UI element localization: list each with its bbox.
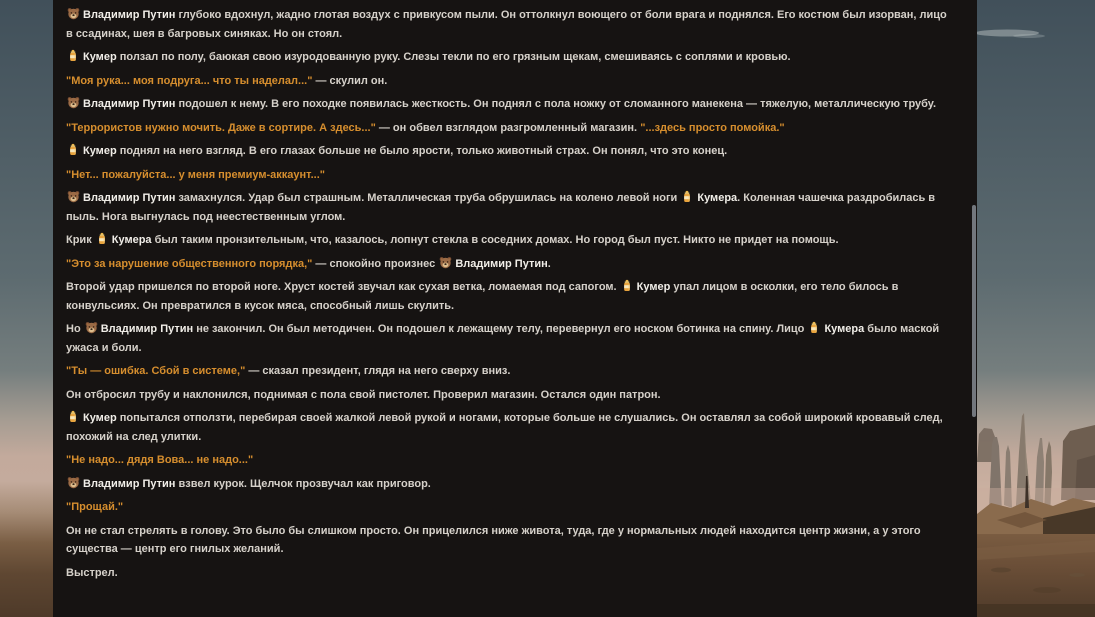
story-paragraph: [66, 119, 947, 138]
quote-text: "Нет... пожалуйста... у меня премиум-аккаунт...": [66, 168, 325, 181]
narration-text: было маской ужаса и боли.: [66, 323, 940, 354]
character-mention: [95, 234, 152, 246]
story-content: [66, 6, 947, 582]
story-paragraph: [66, 564, 947, 583]
story-paragraph: [66, 189, 947, 226]
quote-text: "Моя рука... моя подруга... что ты наделал...": [66, 74, 313, 87]
character-name: Кумер: [83, 51, 117, 63]
bottle-icon: [96, 232, 109, 245]
story-paragraph: [66, 231, 947, 250]
story-paragraph: [66, 498, 947, 517]
narration-text: — спокойно произнес: [312, 257, 439, 270]
character-name: Кумер: [83, 412, 117, 424]
story-paragraph: [66, 451, 947, 470]
character-name: Кумера: [111, 234, 152, 246]
story-paragraph: [66, 278, 947, 315]
story-paragraph: [66, 522, 947, 559]
story-paragraph: [66, 255, 947, 274]
narration-text: — сказал президент, глядя на него сверху вниз.: [245, 365, 511, 377]
bear-icon: [67, 190, 80, 203]
character-mention: [66, 478, 175, 490]
character-name: Владимир Путин: [100, 323, 194, 335]
narration-text: не закончил. Он был методичен. Он подошел к лежащему телу, перевернул его носком ботинка на спину. Лицо: [193, 323, 808, 335]
story-paragraph: [66, 48, 947, 67]
character-mention: [66, 51, 117, 63]
character-name: Владимир Путин: [83, 9, 176, 21]
quote-text: "Террористов нужно мочить. Даже в сортире. А здесь...": [66, 121, 376, 134]
chat-log-panel[interactable]: [53, 0, 977, 617]
story-paragraph: [66, 362, 947, 381]
story-paragraph: [66, 166, 947, 185]
narration-text: упал лицом в осколки, его тело билось в конвульсиях. Он превратился в кусок мяса, способный лишь скулить.: [66, 281, 899, 312]
bear-icon: [85, 321, 98, 334]
character-mention: [680, 192, 737, 204]
bottle-icon: [67, 49, 80, 62]
character-name: Кумера: [697, 192, 738, 204]
character-mention: [66, 9, 175, 21]
bottle-icon: [621, 279, 634, 292]
character-mention: [66, 412, 117, 424]
story-paragraph: [66, 6, 947, 43]
narration-text: подошел к нему. В его походке появилась жесткость. Он поднял с пола ножку от сломанного манекена — тяжелую, металлическую трубу.: [175, 98, 936, 110]
bear-icon: [67, 7, 80, 20]
narration-text: замахнулся. Удар был страшным. Металлическая труба обрушилась на колено левой ноги: [175, 192, 681, 204]
narration-text: Но: [66, 323, 84, 335]
quote-text: "Прощай.": [66, 501, 124, 513]
character-mention: [438, 258, 547, 270]
desert-landscape-illustration: [977, 0, 1095, 617]
story-paragraph: [66, 386, 947, 405]
narration-text: — скулил он.: [312, 74, 388, 87]
character-mention: [66, 98, 175, 110]
narration-text: — он обвел взглядом разгромленный магазин.: [375, 121, 641, 134]
narration-text: был таким пронзительным, что, казалось, лопнут стекла в соседних домах. Но город был пуст. Никто не придет на помощь.: [151, 234, 839, 246]
story-paragraph: [66, 409, 947, 446]
narration-text: .: [547, 257, 551, 270]
quote-text: "Это за нарушение общественного порядка,": [66, 257, 313, 270]
story-paragraph: [66, 320, 947, 357]
story-paragraph: [66, 142, 947, 161]
character-name: Владимир Путин: [83, 477, 176, 490]
story-paragraph: [66, 475, 947, 494]
character-mention: [84, 323, 193, 335]
character-name: Кумер: [83, 145, 117, 157]
quote-text: "Ты — ошибка. Сбой в системе,": [66, 365, 246, 377]
story-paragraph: [66, 72, 947, 91]
character-name: Кумера: [824, 323, 865, 335]
background-left-strip: [0, 0, 53, 617]
character-name: Кумер: [636, 281, 671, 293]
background-right-strip: [977, 0, 1095, 617]
character-name: Владимир Путин: [83, 192, 176, 204]
narration-text: ползал по полу, баюкая свою изуродованную руку. Слезы текли по его грязным щекам, смешиваясь с соплями и кровью.: [116, 51, 791, 63]
character-mention: [620, 281, 671, 293]
bear-icon: [67, 476, 80, 489]
bear-icon: [67, 96, 80, 109]
narration-text: взвел курок. Щелчок прозвучал как приговор.: [175, 477, 431, 490]
narration-text: Он не стал стрелять в голову. Это было бы слишком просто. Он прицелился ниже живота, туда, где у нормальных людей находится центр жизни, а у этого существа — центр его гнилых желаний.: [66, 524, 921, 555]
narration-text: поднял на него взгляд. В его глазах больше не было ярости, только животный страх. Он понял, что это конец.: [116, 145, 728, 157]
narration-text: попытался отползти, перебирая своей жалкой левой рукой и ногами, которые больше не слушались. Он оставлял за собой широкий кровавый след, похожий на след улитки.: [66, 412, 943, 443]
narration-text: Он отбросил трубу и наклонился, поднимая с пола свой пистолет. Проверил магазин. Остался один патрон.: [66, 388, 661, 401]
bear-icon: [439, 256, 452, 269]
narration-text: Крик: [66, 234, 95, 246]
character-name: Владимир Путин: [83, 98, 176, 110]
character-mention: [807, 323, 864, 335]
narration-text: . Коленная чашечка раздробилась в пыль. Нога выгнулась под неестественным углом.: [66, 192, 936, 223]
narration-text: глубоко вдохнул, жадно глотая воздух с привкусом пыли. Он оттолкнул воющего от боли врага и поднялся. Его костюм был изорван, лицо в ссадинах, шея в багровых синяках. Но он стоял.: [66, 9, 947, 40]
bottle-icon: [67, 410, 80, 423]
character-name: Владимир Путин: [455, 257, 548, 270]
story-paragraph: [66, 95, 947, 114]
narration-text: Выстрел.: [66, 566, 118, 579]
narration-text: Второй удар пришелся по второй ноге. Хруст костей звучал как сухая ветка, ломаемая под сапогом.: [66, 281, 620, 293]
quote-text: "...здесь просто помойка.": [640, 121, 785, 134]
bottle-icon: [681, 190, 694, 203]
quote-text: "Не надо... дядя Вова... не надо...": [66, 454, 254, 466]
bottle-icon: [808, 321, 821, 334]
bottle-icon: [67, 143, 80, 156]
character-mention: [66, 192, 175, 204]
scrollbar-thumb[interactable]: [972, 205, 976, 417]
character-mention: [66, 145, 117, 157]
